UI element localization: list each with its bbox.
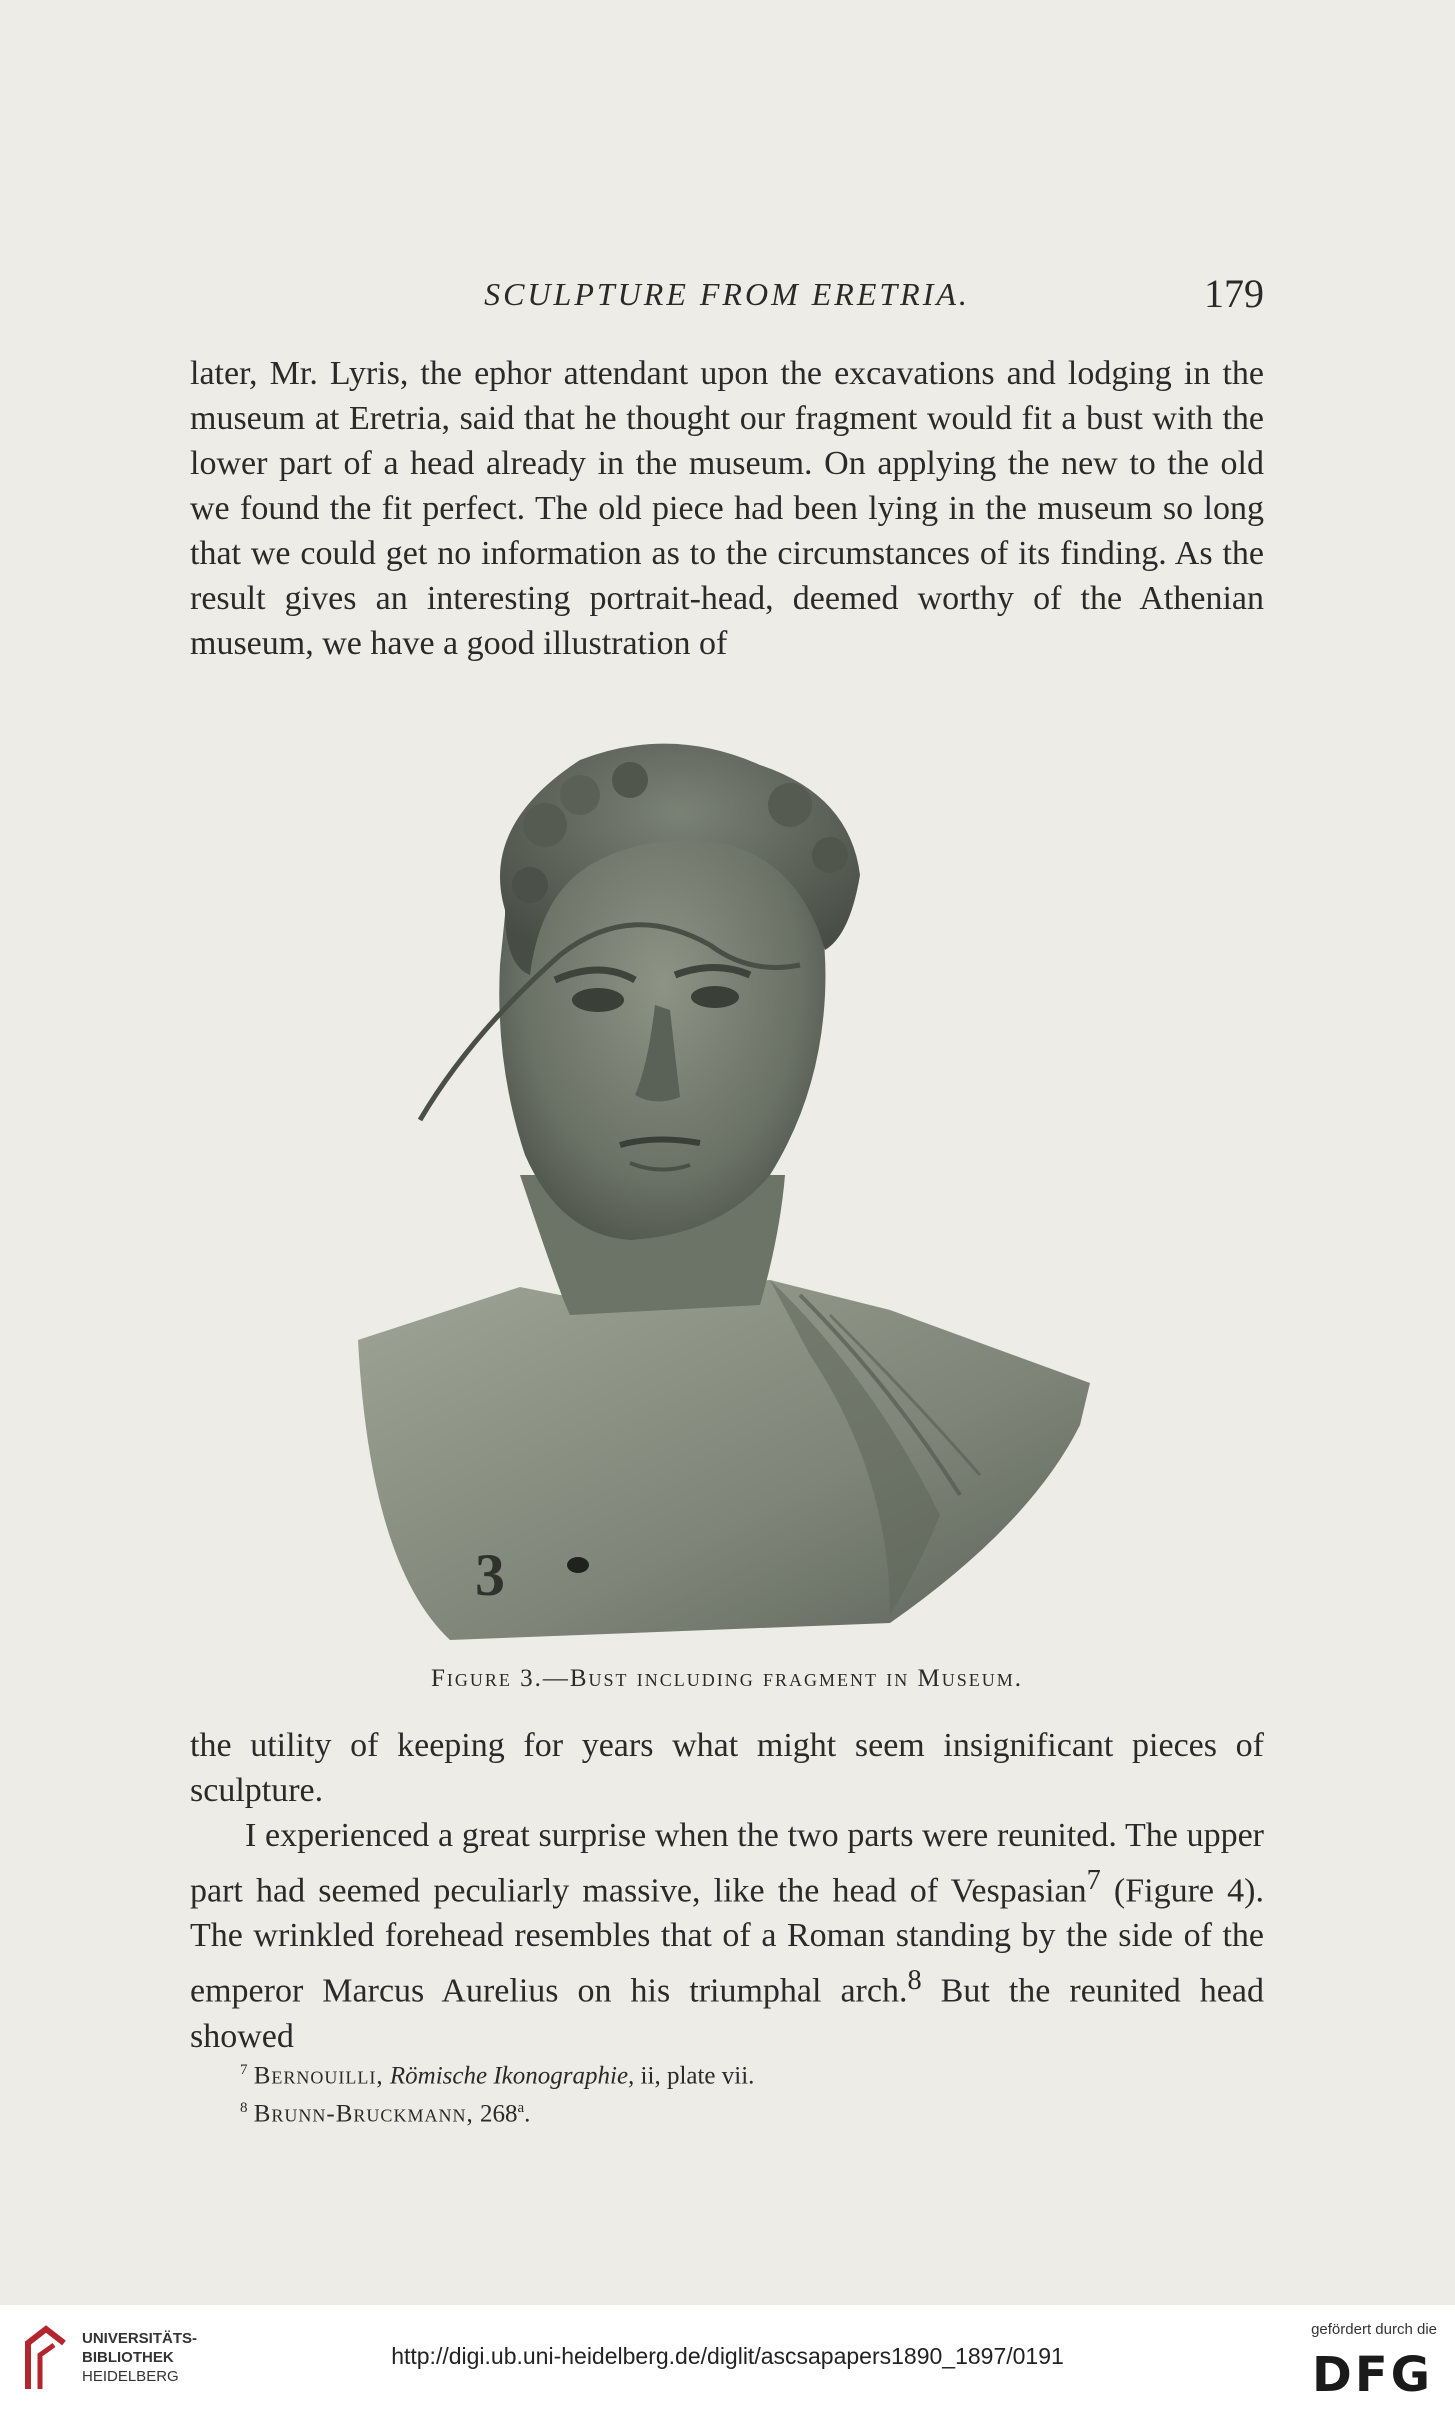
- bust-inscription-number: 3: [475, 1542, 505, 1608]
- paragraph-utility: the utility of keeping for years what might seem insignificant pieces of sculpture.: [190, 1727, 1264, 1809]
- footnote-ref-8: 8: [907, 1965, 922, 1997]
- paragraph-surprise: [190, 1813, 1264, 2059]
- footnote-rest: ii, plate vii.: [634, 2062, 755, 2090]
- footnote-author: Brunn-Bruckmann,: [253, 2100, 474, 2128]
- footnote-tail: .: [524, 2100, 531, 2128]
- digitization-footer: [0, 2305, 1455, 2412]
- running-title: SCULPTURE FROM ERETRIA.: [484, 276, 970, 312]
- dfg-logo: DFG: [1311, 2347, 1433, 2403]
- figure-bust: [330, 735, 1130, 1645]
- running-head: [190, 270, 1264, 320]
- library-line-3: HEIDELBERG: [82, 2368, 179, 2385]
- footnote-ref-7: 7: [1086, 1865, 1101, 1896]
- library-line-1: UNIVERSITÄTS-: [82, 2330, 198, 2347]
- footnote-rest: 268: [473, 2100, 518, 2128]
- footnote-author: Bernouilli,: [253, 2062, 384, 2090]
- footnote-7: [240, 2054, 754, 2092]
- paragraph-text-c: But the reunited head showed: [190, 1972, 1264, 2055]
- source-url-link[interactable]: http://digi.ub.uni-heidelberg.de/diglit/ascsapapers1890_1897/0191: [391, 2343, 1064, 2369]
- bust-photograph: [330, 735, 1130, 1645]
- figure-caption: Figure 3.—Bust including fragment in Museum.: [430, 1665, 1024, 1692]
- footnote-superscript: a: [517, 2100, 525, 2117]
- funder-note: gefördert durch die: [1311, 2321, 1437, 2338]
- paragraph-text-a: I experienced a great surprise when the two parts were reunited. The upper part had seemed peculiarly massive, like the head of Vespasian: [190, 1817, 1264, 1910]
- footnotes: [240, 2054, 754, 2131]
- paragraph-top: [190, 351, 1264, 721]
- footnote-marker: 8: [240, 2100, 248, 2117]
- page-number: 179: [1204, 271, 1264, 316]
- footnote-marker: 7: [240, 2062, 248, 2078]
- paragraph-text-b: (Figure 4). The wrinkled forehead resembles that of a Roman standing by the side of the emperor Marcus Aurelius on his triumphal arch.: [190, 1872, 1264, 2010]
- library-line-2: BIBLIOTHEK: [82, 2349, 174, 2366]
- footnote-8: [240, 2092, 754, 2130]
- footnote-title: Römische Ikonographie,: [389, 2062, 635, 2090]
- paragraph-text: later, Mr. Lyris, the ephor attendant upon the excavations and lodging in the museum at Eretria, said that he thought our fragment would fit a bust with the lower part of a head already in the museum. On applying the new to the old we found the fit perfect. The old piece had been lying in the museum so long that we could get no information as to the circumstances of its finding. As the result gives an interesting portrait-head, deemed worthy of the Athenian museum, we have a good illustration of: [190, 355, 1264, 662]
- paragraphs-bottom: [190, 1723, 1264, 2059]
